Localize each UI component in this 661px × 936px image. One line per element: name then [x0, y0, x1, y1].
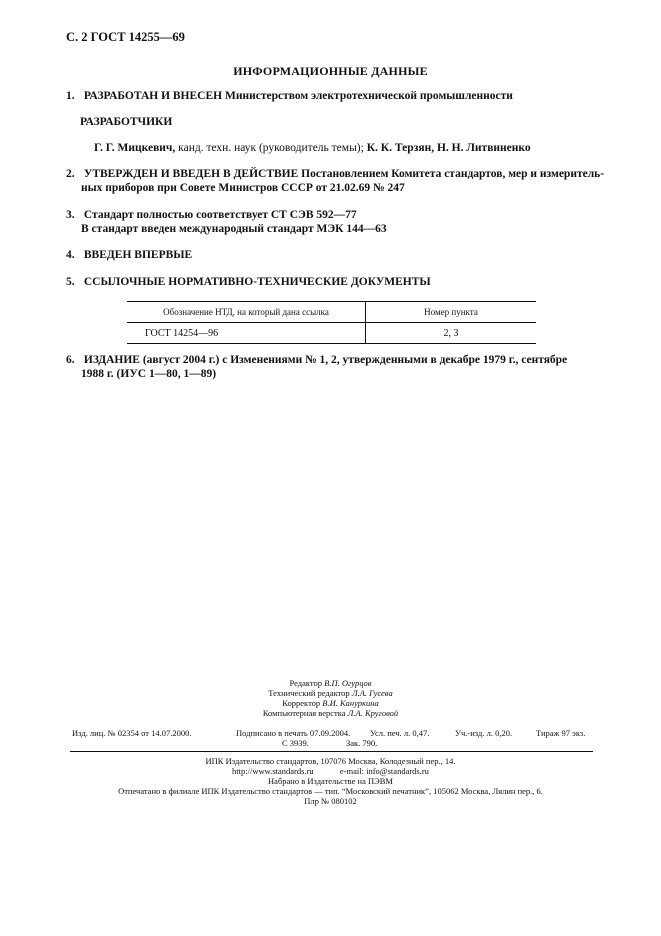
item-6-line-1: ИЗДАНИЕ (август 2004 г.) с Изменениями № 1, 2, утвержденными в декабре 1979 г., сентябре [83, 354, 568, 366]
item-6-line-2: 1988 г. (ИУС 1—80, 1—89) [81, 368, 217, 380]
imprint-publisher: ИПК Издательство стандартов, 107076 Москва, Колодезный пер., 14. [205, 756, 456, 766]
item-3-number: 3. [66, 209, 75, 221]
item-5-number: 5. [66, 276, 75, 288]
table-header-clause: Номер пункта [366, 302, 537, 323]
imprint-order: Зак. 790. [346, 738, 378, 748]
developer-names-rest: К. К. Терзян, Н. Н. Литвиненко [366, 142, 531, 154]
item-3-line-1: Стандарт полностью соответствует СТ СЭВ 592—77 [83, 209, 357, 221]
item-6 [66, 353, 567, 367]
page-header: С. 2 ГОСТ 14255—69 [66, 30, 185, 44]
item-3-line-2: В стандарт введен международный стандарт МЭК 144—63 [81, 223, 387, 235]
imprint-corrector: Корректор В.И. Кануркина [282, 698, 379, 708]
developer-name-1: Г. Г. Мицкевич, [94, 142, 176, 154]
item-5-text: ССЫЛОЧНЫЕ НОРМАТИВНО-ТЕХНИЧЕСКИЕ ДОКУМЕНТЫ [83, 276, 431, 288]
item-2-number: 2. [66, 168, 75, 180]
imprint-plr: Плр № 080102 [304, 796, 357, 806]
imprint-editor: Редактор В.П. Огурцов [289, 678, 372, 688]
developers-list [94, 141, 531, 155]
imprint-signed: Подписано в печать 07.09.2004. [236, 728, 351, 738]
item-2-line-2: ных приборов при Совете Министров СССР от 21.02.69 № 247 [81, 182, 405, 194]
imprint-typeset: Набрано в Издательстве на ПЭВМ [268, 776, 393, 786]
table-header-doc: Обозначение НТД, на который дана ссылка [127, 302, 366, 323]
item-1-number: 1. [66, 90, 75, 102]
imprint-printed: Отпечатано в филиале ИПК Издательство стандартов — тип. “Московский печатник”, 105062 Москва, Лялин пер., 6. [118, 786, 543, 796]
item-4-text: ВВЕДЕН ВПЕРВЫЕ [83, 249, 193, 261]
imprint-license: Изд. лиц. № 02354 от 14.07.2000. [72, 728, 192, 738]
imprint-email: e-mail: info@standards.ru [339, 766, 429, 776]
developer-role-1: канд. техн. наук (руководитель темы); [178, 142, 364, 154]
imprint-print-sheets: Усл. печ. л. 0,47. [370, 728, 430, 738]
item-2-heading: УТВЕРЖДЕН И ВВЕДЕН В ДЕЙСТВИЕ [83, 168, 299, 180]
imprint-divider [70, 751, 593, 752]
item-4 [66, 248, 192, 262]
imprint-c-number: С 3939. [282, 738, 309, 748]
imprint-tech-editor: Технический редактор Л.А. Гусева [268, 688, 393, 698]
item-6-number: 6. [66, 354, 75, 366]
imprint-contacts [0, 766, 661, 777]
imprint-website: http://www.standards.ru [232, 766, 314, 776]
table-row [127, 323, 536, 344]
item-3 [66, 208, 357, 222]
imprint-layout: Компьютерная верстка Л.А. Круговой [262, 708, 399, 718]
item-1-heading: РАЗРАБОТАН И ВНЕСЕН [83, 90, 223, 102]
table-cell-doc: ГОСТ 14254—96 [127, 323, 366, 344]
developers-heading: РАЗРАБОТЧИКИ [80, 116, 173, 128]
reference-table [127, 301, 536, 344]
table-header-row [127, 302, 536, 323]
item-2-line-1: Постановлением Комитета стандартов, мер и измеритель- [301, 168, 605, 180]
item-2 [66, 167, 604, 181]
item-1 [66, 89, 513, 103]
imprint-pub-sheets: Уч.-изд. л. 0,20. [455, 728, 513, 738]
imprint-run: Тираж 97 экз. [536, 728, 586, 738]
item-1-text: Министерством электротехнической промышленности [224, 90, 513, 102]
item-5 [66, 275, 431, 289]
page-title: ИНФОРМАЦИОННЫЕ ДАННЫЕ [233, 64, 428, 78]
item-4-number: 4. [66, 249, 75, 261]
table-cell-clause: 2, 3 [366, 323, 537, 344]
